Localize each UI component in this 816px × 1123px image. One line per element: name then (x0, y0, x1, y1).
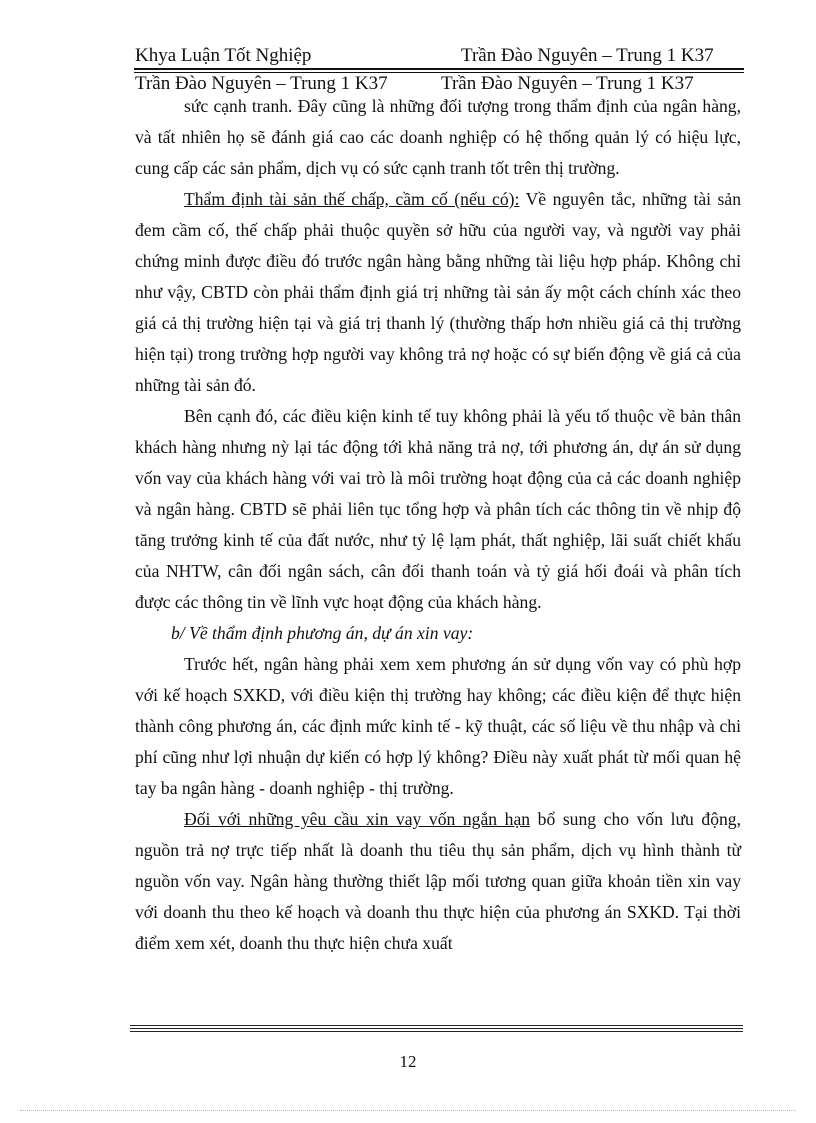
footer-rule-3 (130, 1031, 743, 1032)
collateral-heading: Thẩm định tài sản thế chấp, cầm cố (nếu có): (184, 189, 520, 209)
header-author: Trần Đào Nguyên – Trung 1 K37 (461, 45, 714, 66)
paragraph-5: Trước hết, ngân hàng phải xem xem phương án sử dụng vốn vay có phù hợp với kế hoạch SXKD, với điều kiện thị trường hay không; các điều kiện để thực hiện thành công phương án, các định mức kinh tế - kỹ thuật, các số liệu về thu nhập và chi phí cũng như lợi nhuận dự kiến có hợp lý không? Điều này xuất phát từ mối quan hệ tay ba ngân hàng - doanh nghiệp - thị trường. (135, 654, 741, 798)
page-break-dotted-line (20, 1110, 796, 1111)
footer-rule-2 (130, 1028, 743, 1029)
footer-rule-1 (130, 1025, 743, 1026)
paragraph-6-text: bổ sung cho vốn lưu động, nguồn trả nợ trực tiếp nhất là doanh thu tiêu thụ sản phẩm, dịch vụ hình thành từ nguồn vốn vay. Ngân hàng thường thiết lập mối tương quan giữa khoản tiền xin vay với doanh thu theo kế hoạch và doanh thu thực hiện của phương án SXKD. Tại thời điểm xem xét, doanh thu thực hiện chưa xuất (135, 809, 741, 953)
paragraph-1: sức cạnh tranh. Đây cũng là những đối tượng trong thẩm định của ngân hàng, và tất nhiên họ sẽ đánh giá cao các doanh nghiệp có hệ thống quản lý có hiệu lực, cung cấp các sản phẩm, dịch vụ có sức cạnh tranh tốt trên thị trường. (135, 96, 741, 178)
header-sub-left: Trần Đào Nguyên – Trung 1 K37 (135, 73, 388, 94)
paragraph-3: Bên cạnh đó, các điều kiện kinh tế tuy không phải là yếu tố thuộc về bản thân khách hàng nhưng nỳ lại tác động tới khả năng trả nợ, tới phương án, dự án sử dụng vốn vay của khách hàng với vai trò là môi trường hoạt động của cả các doanh nghiệp và ngân hàng. CBTD sẽ phải liên tục tổng hợp và phân tích các thông tin về nhịp độ tăng trưởng kinh tế của đất nước, như tỷ lệ lạm phát, thất nghiệp, lãi suất chiết khấu của NHTW, cân đối ngân sách, cân đối thanh toán và tỷ giá hối đoái và phân tích được các thông tin về lĩnh vực hoạt động của khách hàng. (135, 406, 741, 612)
paragraph-6 (135, 804, 741, 959)
header-title: Khya Luận Tốt Nghiệp (135, 45, 312, 66)
body-text (135, 91, 741, 959)
paragraph-2-text: Về nguyên tắc, những tài sản đem cầm cố, thế chấp phải thuộc quyền sở hữu của người vay, và người vay phải chứng minh được điều đó trước ngân hàng bằng những tài liệu hợp pháp. Không chỉ như vậy, CBTD còn phải thẩm định giá trị những tài sản ấy một cách chính xác theo giá cả thị trường hiện tại và giá trị thanh lý (thường thấp hơn nhiều giá cả thị trường hiện tại) trong trường hợp người vay không trả nợ hoặc có sự biến động về giá cả của những tài sản đó. (135, 189, 742, 395)
header-sub-right: Trần Đào Nguyên – Trung 1 K37 (441, 73, 694, 94)
short-term-loan-heading: Đối với những yêu cầu xin vay vốn ngắn hạn (184, 809, 531, 829)
section-heading-b: b/ Về thẩm định phương án, dự án xin vay: (171, 623, 474, 643)
paragraph-2 (135, 184, 741, 401)
page-number: 12 (399, 1052, 417, 1071)
header-rule-thick (134, 68, 744, 70)
